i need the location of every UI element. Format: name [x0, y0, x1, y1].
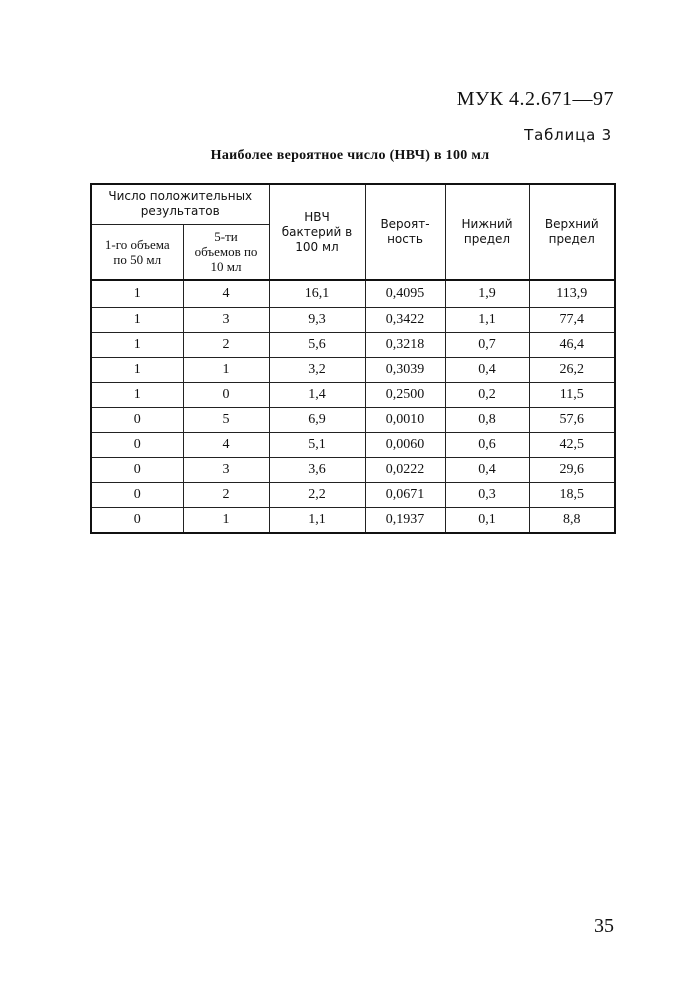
- cell-five-volumes: 2: [183, 333, 269, 358]
- cell-mpn: 2,2: [269, 483, 365, 508]
- cell-mpn: 3,2: [269, 358, 365, 383]
- cell-mpn: 1,4: [269, 383, 365, 408]
- header-positive-results: Число положительных результатов: [91, 184, 269, 224]
- cell-first-volume: 1: [91, 333, 183, 358]
- cell-mpn: 5,6: [269, 333, 365, 358]
- cell-first-volume: 1: [91, 383, 183, 408]
- table-row: [91, 408, 615, 433]
- cell-first-volume: 0: [91, 433, 183, 458]
- cell-lower-limit: 0,4: [445, 458, 529, 483]
- document-code: МУК 4.2.671—97: [456, 88, 614, 110]
- cell-probability: 0,3039: [365, 358, 445, 383]
- cell-probability: 0,0222: [365, 458, 445, 483]
- header-first-volume: 1-го объема по 50 мл: [91, 224, 183, 280]
- cell-probability: 0,3218: [365, 333, 445, 358]
- cell-upper-limit: 113,9: [529, 280, 615, 308]
- cell-upper-limit: 42,5: [529, 433, 615, 458]
- table-row: [91, 433, 615, 458]
- table-row: [91, 358, 615, 383]
- cell-lower-limit: 0,3: [445, 483, 529, 508]
- cell-lower-limit: 0,8: [445, 408, 529, 433]
- cell-five-volumes: 1: [183, 358, 269, 383]
- cell-five-volumes: 2: [183, 483, 269, 508]
- header-five-volumes: 5-ти объемов по 10 мл: [183, 224, 269, 280]
- cell-five-volumes: 3: [183, 308, 269, 333]
- cell-upper-limit: 11,5: [529, 383, 615, 408]
- cell-five-volumes: 4: [183, 280, 269, 308]
- table-caption: Наиболее вероятное число (НВЧ) в 100 мл: [210, 148, 490, 163]
- cell-upper-limit: 26,2: [529, 358, 615, 383]
- cell-upper-limit: 77,4: [529, 308, 615, 333]
- page-number: 35: [594, 915, 614, 937]
- cell-mpn: 1,1: [269, 508, 365, 534]
- cell-probability: 0,1937: [365, 508, 445, 534]
- cell-first-volume: 1: [91, 308, 183, 333]
- cell-five-volumes: 3: [183, 458, 269, 483]
- table-number: Таблица 3: [524, 126, 612, 144]
- cell-probability: 0,3422: [365, 308, 445, 333]
- cell-five-volumes: 1: [183, 508, 269, 534]
- table-row: [91, 280, 615, 308]
- cell-probability: 0,2500: [365, 383, 445, 408]
- header-lower-limit: Нижний предел: [445, 184, 529, 280]
- cell-first-volume: 0: [91, 483, 183, 508]
- cell-first-volume: 0: [91, 458, 183, 483]
- table-row: [91, 308, 615, 333]
- cell-lower-limit: 0,6: [445, 433, 529, 458]
- cell-mpn: 6,9: [269, 408, 365, 433]
- header-upper-limit: Верхний предел: [529, 184, 615, 280]
- cell-first-volume: 0: [91, 508, 183, 534]
- cell-lower-limit: 0,7: [445, 333, 529, 358]
- cell-mpn: 16,1: [269, 280, 365, 308]
- table-row: [91, 458, 615, 483]
- cell-upper-limit: 46,4: [529, 333, 615, 358]
- cell-lower-limit: 1,1: [445, 308, 529, 333]
- cell-probability: 0,0060: [365, 433, 445, 458]
- cell-five-volumes: 4: [183, 433, 269, 458]
- cell-upper-limit: 57,6: [529, 408, 615, 433]
- cell-first-volume: 0: [91, 408, 183, 433]
- cell-first-volume: 1: [91, 280, 183, 308]
- cell-lower-limit: 0,2: [445, 383, 529, 408]
- cell-probability: 0,0671: [365, 483, 445, 508]
- cell-lower-limit: 0,1: [445, 508, 529, 534]
- cell-mpn: 5,1: [269, 433, 365, 458]
- cell-probability: 0,0010: [365, 408, 445, 433]
- cell-lower-limit: 1,9: [445, 280, 529, 308]
- cell-probability: 0,4095: [365, 280, 445, 308]
- table-row: [91, 508, 615, 534]
- table-row: [91, 483, 615, 508]
- table-row: [91, 383, 615, 408]
- header-mpn: НВЧ бактерий в 100 мл: [269, 184, 365, 280]
- table-row: [91, 333, 615, 358]
- cell-mpn: 9,3: [269, 308, 365, 333]
- mpn-table: [90, 183, 616, 534]
- cell-upper-limit: 29,6: [529, 458, 615, 483]
- cell-mpn: 3,6: [269, 458, 365, 483]
- cell-upper-limit: 18,5: [529, 483, 615, 508]
- cell-first-volume: 1: [91, 358, 183, 383]
- cell-lower-limit: 0,4: [445, 358, 529, 383]
- cell-five-volumes: 0: [183, 383, 269, 408]
- header-probability: Вероят-ность: [365, 184, 445, 280]
- cell-five-volumes: 5: [183, 408, 269, 433]
- cell-upper-limit: 8,8: [529, 508, 615, 534]
